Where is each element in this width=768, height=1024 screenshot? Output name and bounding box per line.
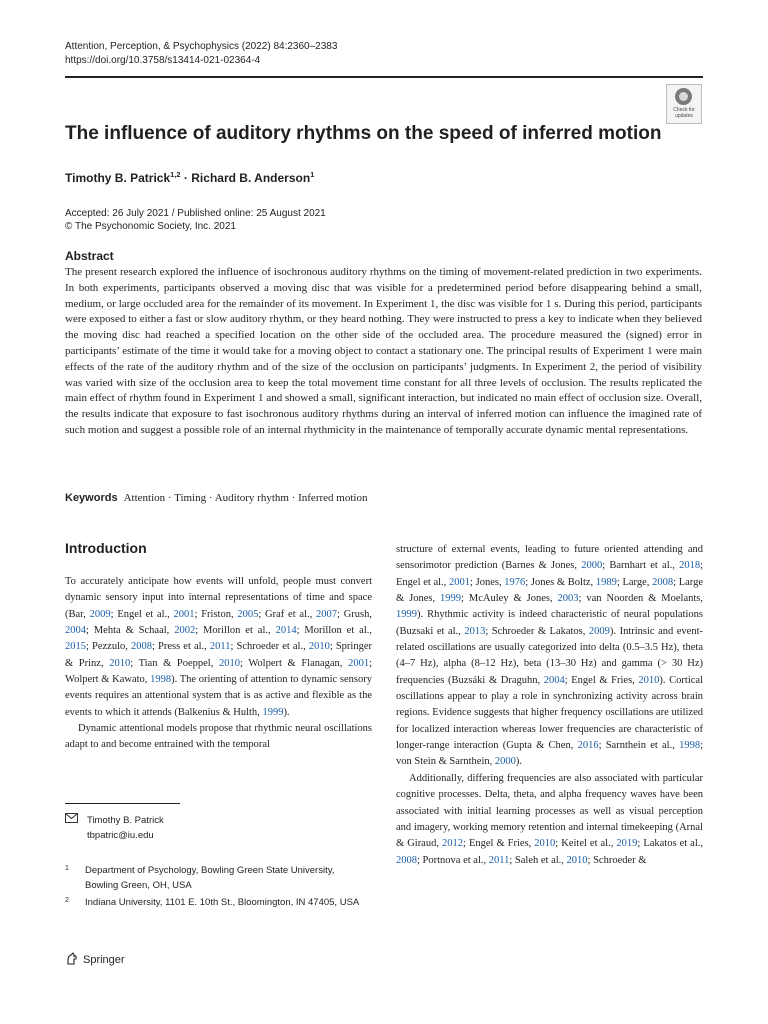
publisher-name: Springer (83, 954, 125, 966)
citation-link[interactable]: 1998 (679, 740, 701, 752)
footnote-mark: 2 (65, 897, 69, 904)
crossmark-icon (675, 88, 692, 105)
footnote-mark: 1 (65, 865, 69, 872)
citation-link[interactable]: 1998 (150, 674, 172, 686)
footnote-rule (65, 803, 180, 804)
citation-link[interactable]: 2010 (566, 854, 588, 866)
citation-link[interactable]: 2000 (581, 560, 603, 572)
keyword-item[interactable]: Auditory rhythm (214, 492, 289, 504)
affiliation-line: Indiana University, 1101 E. 10th St., Bloomington, IN 47405, USA (85, 897, 360, 908)
author-affiliation-mark: 1,2 (170, 170, 181, 179)
citation-link[interactable]: 2001 (449, 576, 470, 588)
author-name[interactable]: Richard B. Anderson (191, 171, 311, 185)
citation-link[interactable]: 2019 (616, 838, 638, 850)
affiliation-line: Bowling Green, OH, USA (85, 880, 192, 891)
keyword-separator: · (288, 492, 299, 504)
citation-link[interactable]: 1999 (262, 706, 284, 718)
contact-email[interactable]: tbpatric@iu.edu (87, 830, 154, 841)
article-title: The influence of auditory rhythms on the speed of inferred motion (65, 123, 662, 144)
abstract-text: The present research explored the influence of isochronous auditory rhythms on the timing of movement-related prediction in two experiments. In both experiments, participants observed a moving disc that was visible for a predetermined period before disappearing behind a small, medium, or large occluded area for the remainder of its movement. In Experiment 1, the disc was visible for 1 s. During this period, participants were exposed to either a fast or slow auditory rhythm, or they heard nothing. They were instructed to press a key to indicate when they believed the moving disc had reached a specified location on the other side of the occluded area. The procedure measured the (signed) error in participants’ estimate of the time it would take for a moving object to contact a stationary one. The principal results of Experiment 1 were main effects of the rate of the auditory rhythm and of the size of the occlusion on participants’ judgments. In Experiment 2, the period of visibility was varied with size of the occlusion area to keep the total movement time constant for all three levels of occlusion. The results replicated the main effect of rhythm found in Experiment 1 and showed a small, significant interaction, but indicated no main effect of occlusion size. Overall, the results indicate that exposure to fast isochronous auditory rhythms during an interval of inferred motion can influence the imagined rate of such motion and suggest a possible role of an internal rhythmicity in the maintenance of temporally accurate dynamic mental representations. (65, 266, 702, 436)
keywords-line (65, 491, 367, 506)
doi-link[interactable]: https://doi.org/10.3758/s13414-021-02364-4 (65, 55, 261, 66)
citation-link[interactable]: 2003 (557, 593, 579, 605)
citation-link[interactable]: 1999 (396, 609, 417, 621)
citation-link[interactable]: 2010 (109, 657, 131, 669)
citation-link[interactable]: 2000 (494, 756, 516, 768)
body-paragraph: To accurately anticipate how events will unfold, people must convert dynamic sensory input into internal representations of time and space (Bar, 2009; Engel et al., 2001; Friston, 2005; Graf et al., 2007; Grush, 2004; Mehta & Schaal, 2002; Morillon et al., 2014; Morillon et al., 2015; Pezzulo, 2008; Press et al., 2011; Schroeder et al., 2010; Springer & Prinz, 2010; Tian & Poeppel, 2010; Wolpert & Flanagan, 2001; Wolpert & Kawato, 1998). The orienting of attention to dynamic sensory events requires an attentional system that is as active and flexible as the events to which it attends (Balkenius & Hulth, 1999). (65, 576, 373, 718)
citation-link[interactable]: 2002 (174, 625, 196, 637)
citation-link[interactable]: 2010 (638, 674, 660, 686)
citation-link[interactable]: 2010 (308, 641, 330, 653)
envelope-icon (65, 813, 78, 823)
citation-link[interactable]: 1989 (595, 576, 617, 588)
citation-link[interactable]: 2005 (237, 608, 259, 620)
citation-link[interactable]: 2001 (348, 657, 370, 669)
citation-link[interactable]: 2010 (218, 657, 240, 669)
journal-citation: Attention, Perception, & Psychophysics (2022) 84:2360–2383 (65, 41, 338, 52)
body-paragraph: Additionally, differing frequencies are also associated with particular cognitive processes. Delta, theta, and alpha frequency waves have been associated with initial learning processes as well as visual perception and imagery, working memory retention and internal timekeeping (Arnal & Giraud, 2012; Engel & Fries, 2010; Keitel et al., 2019; Lakatos et al., 2008; Portnova et al., 2011; Saleh et al., 2010; Schroeder & (396, 772, 704, 866)
abstract-heading: Abstract (65, 249, 114, 263)
badge-label-line-1: Check for (673, 107, 695, 113)
citation-link[interactable]: 2013 (464, 625, 486, 637)
author-name[interactable]: Timothy B. Patrick (65, 171, 171, 185)
contact-name: Timothy B. Patrick (87, 815, 164, 826)
keyword-item[interactable]: Attention (123, 492, 166, 504)
citation-link[interactable]: 2012 (442, 838, 463, 850)
citation-link[interactable]: 2001 (173, 608, 195, 620)
publication-dates: Accepted: 26 July 2021 / Published online: 25 August 2021 (65, 208, 326, 219)
introduction-heading: Introduction (65, 540, 147, 556)
citation-link[interactable]: 1999 (440, 593, 462, 605)
citation-link[interactable]: 2010 (534, 838, 556, 850)
citation-link[interactable]: 1976 (504, 576, 526, 588)
body-column-left (65, 574, 372, 754)
citation-link[interactable]: 2018 (679, 560, 701, 572)
publisher-logo[interactable] (65, 952, 125, 967)
citation-link[interactable]: 2011 (209, 641, 231, 653)
copyright-notice: © The Psychonomic Society, Inc. 2021 (65, 221, 236, 232)
keywords-list (124, 492, 368, 504)
keyword-separator: · (165, 492, 175, 504)
author-list (65, 167, 314, 186)
citation-link[interactable]: 2007 (316, 608, 338, 620)
citation-link[interactable]: 2008 (131, 641, 152, 653)
citation-link[interactable]: 2011 (488, 854, 510, 866)
body-paragraph: Dynamic attentional models propose that rhythmic neural oscillations adapt to and become entrained with the temporal (65, 723, 372, 751)
author-separator: · (183, 171, 188, 185)
citation-link[interactable]: 2009 (588, 625, 610, 637)
keywords-label: Keywords (65, 492, 118, 504)
affiliation-line: Department of Psychology, Bowling Green State University, (85, 865, 335, 876)
citation-link[interactable]: 2004 (543, 674, 565, 686)
body-column-right (396, 542, 703, 869)
check-for-updates-badge[interactable] (666, 84, 702, 124)
citation-link[interactable]: 2015 (65, 641, 86, 653)
citation-link[interactable]: 2014 (275, 625, 297, 637)
citation-link[interactable]: 2004 (65, 625, 86, 637)
citation-link[interactable]: 2016 (577, 740, 599, 752)
author-affiliation-mark: 1 (310, 170, 315, 179)
citation-link[interactable]: 2009 (89, 608, 111, 620)
citation-link[interactable]: 2008 (652, 576, 674, 588)
header-rule (65, 76, 703, 78)
badge-label-line-2: updates (675, 113, 693, 119)
springer-horse-icon (65, 952, 79, 966)
citation-link[interactable]: 2008 (396, 854, 417, 866)
keyword-separator: · (206, 492, 215, 504)
body-paragraph: structure of external events, leading to future oriented attending and sensorimotor prediction (Barnes & Jones, 2000; Barnhart et al., 2018; Engel et al., 2001; Jones, 1976; Jones & Boltz, 1989; Large, 2008; Large & Jones, 1999; McAuley & Jones, 2003; van Noorden & Moelants, 1999). Rhythmic activity is indeed characteristic of neural populations (Buzsaki et al., 2013; Schroeder & Lakatos, 2009). Intrinsic and event-related oscillations are usually categorized into delta (0.5–3.5 Hz), theta (4–7 Hz), alpha (8–12 Hz), beta (13–30 Hz) and gamma (> 30 Hz) frequencies (Buzsáki & Draguhn, 2004; Engel & Fries, 2010). Cortical oscillations appear to play a role in synchronizing activity across brain regions. Evidence suggests that higher frequency oscillations are utilized for localized interaction whereas lower frequencies are characteristic of longer-range interaction (Gupta & Chen, 2016; Sarnthein et al., 1998; von Stein & Sarnthein, 2000). (396, 544, 704, 768)
keyword-item[interactable]: Inferred motion (298, 492, 368, 504)
keyword-item[interactable]: Timing (174, 492, 207, 504)
